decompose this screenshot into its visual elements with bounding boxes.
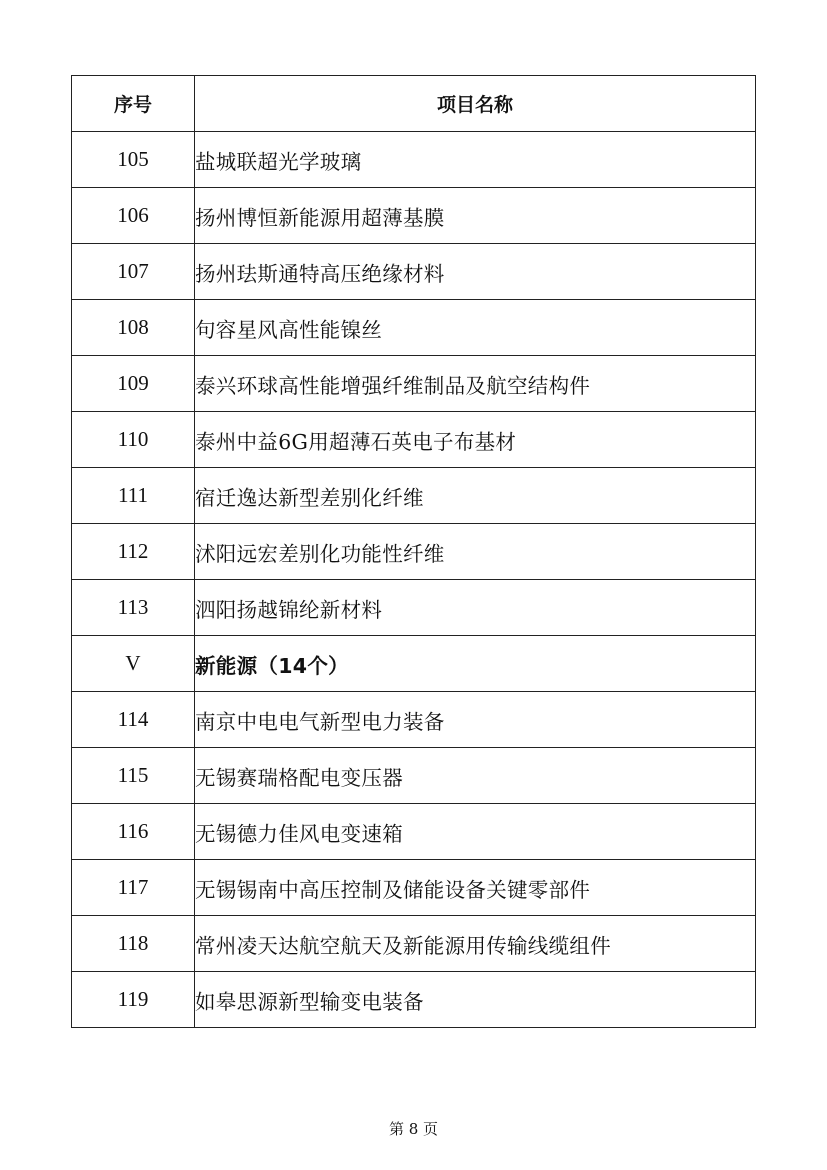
table-row: [72, 748, 756, 804]
serial-number-cell: 113: [72, 580, 195, 636]
serial-number-cell: 119: [72, 972, 195, 1028]
table-row: [72, 804, 756, 860]
serial-number-cell: 117: [72, 860, 195, 916]
serial-number-cell: 108: [72, 300, 195, 356]
section-number-cell: V: [72, 636, 195, 692]
serial-number-cell: 112: [72, 524, 195, 580]
page-number-footer: 第 8 页: [388, 1120, 439, 1138]
table-row: [72, 580, 756, 636]
section-title-cell: 新能源（14个）: [195, 636, 756, 692]
table-row: [72, 244, 756, 300]
project-table: [71, 75, 756, 1028]
project-name-cell: 泰州中益6G用超薄石英电子布基材: [195, 412, 756, 468]
serial-number-cell: 110: [72, 412, 195, 468]
project-name-cell: 宿迁逸达新型差别化纤维: [195, 468, 756, 524]
table-row: [72, 468, 756, 524]
project-name-cell: 沭阳远宏差别化功能性纤维: [195, 524, 756, 580]
header-project-name: 项目名称: [195, 76, 756, 132]
project-name-cell: 泰兴环球高性能增强纤维制品及航空结构件: [195, 356, 756, 412]
project-name-cell: 如皋思源新型输变电装备: [195, 972, 756, 1028]
serial-number-cell: 109: [72, 356, 195, 412]
serial-number-cell: 115: [72, 748, 195, 804]
serial-number-cell: 111: [72, 468, 195, 524]
serial-number-cell: 107: [72, 244, 195, 300]
project-name-cell: 无锡德力佳风电变速箱: [195, 804, 756, 860]
project-name-cell: 句容星风高性能镍丝: [195, 300, 756, 356]
serial-number-cell: 106: [72, 188, 195, 244]
table-header-row: [72, 76, 756, 132]
header-serial-number: 序号: [72, 76, 195, 132]
project-name-cell: 常州凌天达航空航天及新能源用传输线缆组件: [195, 916, 756, 972]
project-name-cell: 无锡锡南中高压控制及储能设备关键零部件: [195, 860, 756, 916]
table-row: [72, 972, 756, 1028]
table-row: [72, 356, 756, 412]
project-name-cell: 泗阳扬越锦纶新材料: [195, 580, 756, 636]
project-name-cell: 南京中电电气新型电力装备: [195, 692, 756, 748]
table-row: [72, 132, 756, 188]
serial-number-cell: 105: [72, 132, 195, 188]
section-heading-row: [72, 636, 756, 692]
project-name-cell: 无锡赛瑞格配电变压器: [195, 748, 756, 804]
project-name-cell: 盐城联超光学玻璃: [195, 132, 756, 188]
project-name-cell: 扬州博恒新能源用超薄基膜: [195, 188, 756, 244]
serial-number-cell: 116: [72, 804, 195, 860]
project-name-cell: 扬州珐斯通特高压绝缘材料: [195, 244, 756, 300]
table-row: [72, 916, 756, 972]
table-row: [72, 860, 756, 916]
table-body: [72, 132, 756, 1028]
table-row: [72, 412, 756, 468]
serial-number-cell: 118: [72, 916, 195, 972]
table-row: [72, 188, 756, 244]
table-row: [72, 300, 756, 356]
table-row: [72, 692, 756, 748]
serial-number-cell: 114: [72, 692, 195, 748]
table-row: [72, 524, 756, 580]
